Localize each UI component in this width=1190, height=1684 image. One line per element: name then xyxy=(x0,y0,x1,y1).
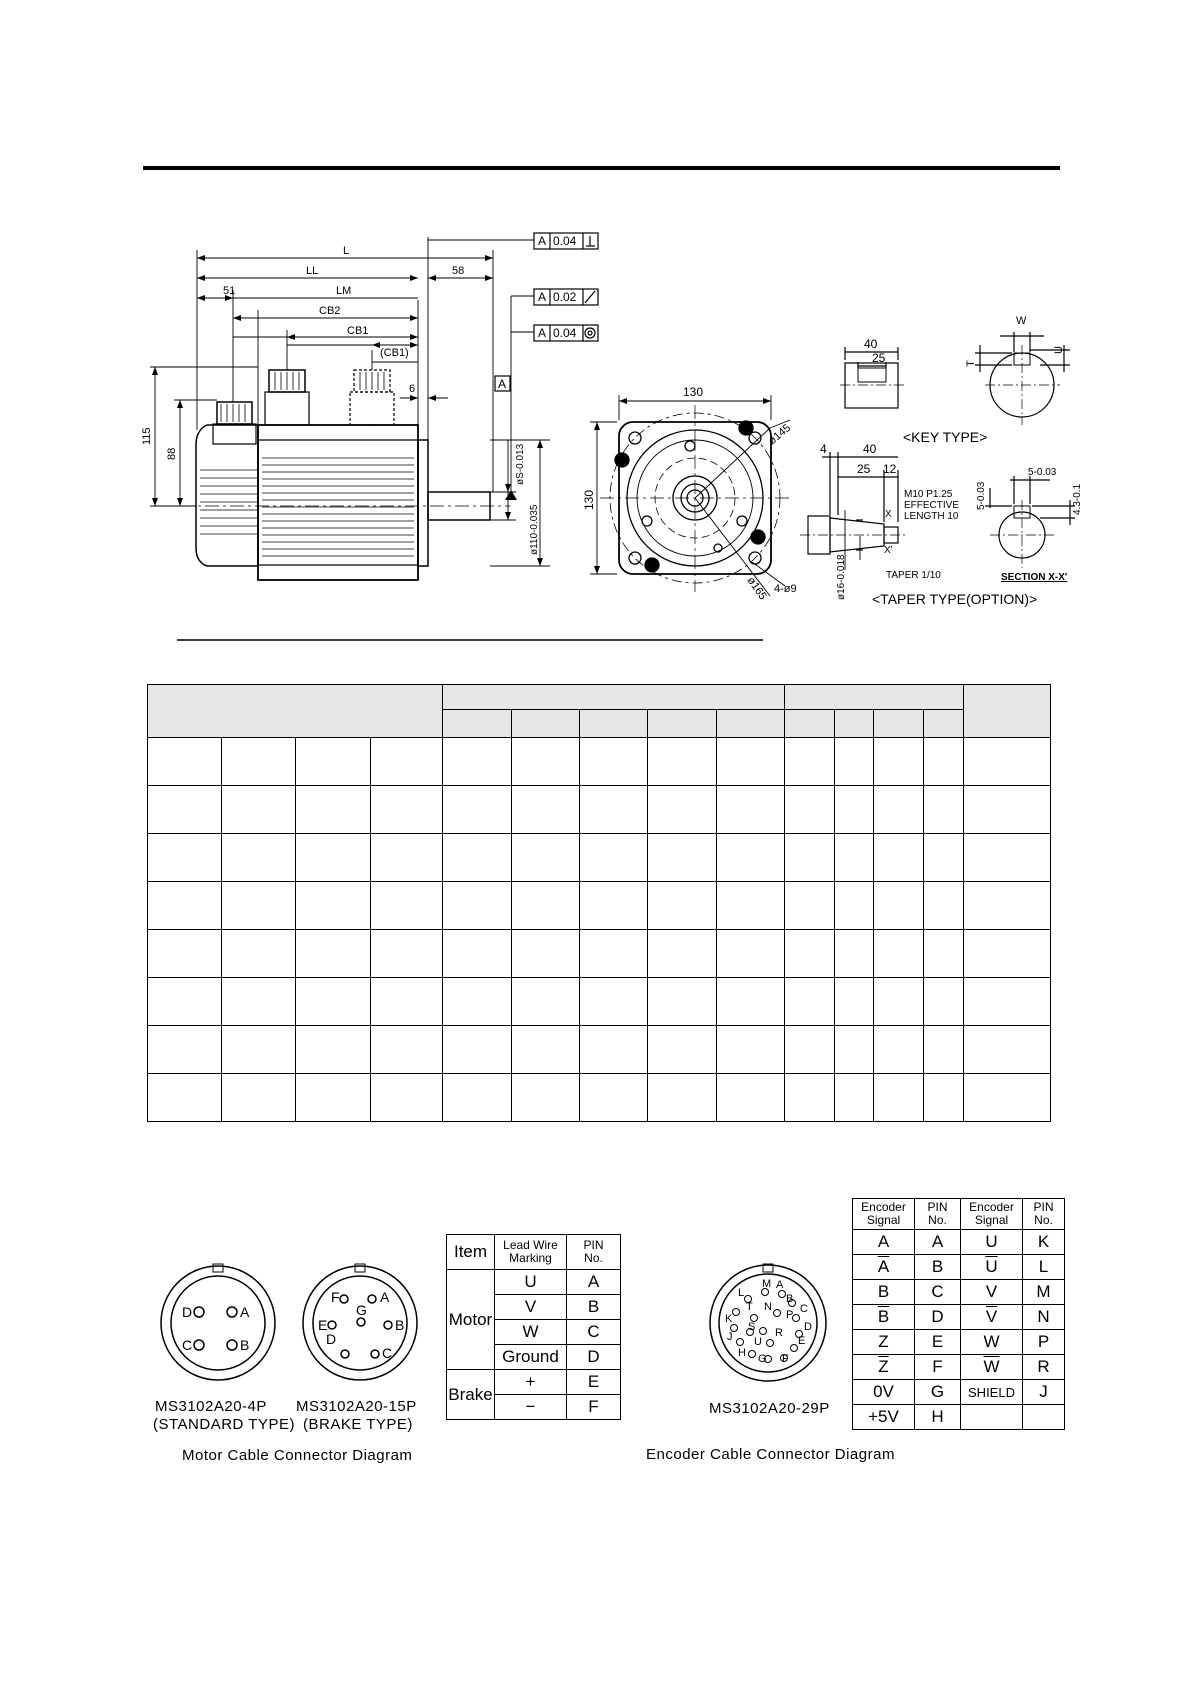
svg-text:L: L xyxy=(738,1287,745,1299)
dim-pcd-165: ø165 xyxy=(744,574,769,603)
table-cell xyxy=(717,1026,785,1074)
table-cell xyxy=(222,930,296,978)
table-cell xyxy=(835,786,874,834)
table-cell xyxy=(512,786,580,834)
dim-CB1-ref: (CB1) xyxy=(380,347,409,359)
table-cell xyxy=(296,786,371,834)
table-row xyxy=(853,1380,1065,1405)
header-pin-no-2: PIN No. xyxy=(1023,1199,1065,1230)
pin-P: P xyxy=(1023,1330,1065,1355)
table-cell xyxy=(371,834,443,882)
lead-plus: + xyxy=(495,1370,567,1395)
table-row xyxy=(148,786,1051,834)
brake-connector-type: (BRAKE TYPE) xyxy=(303,1416,413,1433)
encoder-connector-part-number: MS3102A20-29P xyxy=(709,1400,830,1417)
table-cell xyxy=(371,1026,443,1074)
dim-115: 115 xyxy=(141,427,153,445)
table-cell xyxy=(785,1074,835,1122)
std-pin-A: A xyxy=(240,1304,250,1320)
taper-type-title: <TAPER TYPE(OPTION)> xyxy=(872,591,1038,607)
table-cell xyxy=(148,1074,222,1122)
spec-header-group-2 xyxy=(785,685,964,710)
signal-W: W xyxy=(961,1330,1023,1355)
pin-D: D xyxy=(567,1345,621,1370)
std-connector-type: (STANDARD TYPE) xyxy=(153,1416,295,1433)
svg-text:S: S xyxy=(748,1321,756,1333)
table-cell xyxy=(874,834,924,882)
table-cell xyxy=(580,930,648,978)
table-cell xyxy=(580,786,648,834)
table-cell xyxy=(296,1026,371,1074)
table-cell xyxy=(785,786,835,834)
table-cell xyxy=(371,738,443,786)
table-cell xyxy=(296,1074,371,1122)
table-cell xyxy=(222,786,296,834)
section-mark-x-prime: X' xyxy=(884,545,893,556)
table-cell xyxy=(648,930,717,978)
signal-Z-bar: $\overline{Z}$ xyxy=(853,1355,915,1380)
dim-6: 6 xyxy=(409,383,416,395)
svg-text:H: H xyxy=(738,1347,746,1359)
table-cell xyxy=(964,882,1051,930)
table-cell xyxy=(964,978,1051,1026)
table-cell xyxy=(924,786,964,834)
dim-key-W: W xyxy=(1016,315,1027,327)
connector-pin-letters xyxy=(182,1289,404,1361)
table-cell xyxy=(148,1026,222,1074)
table-cell xyxy=(148,882,222,930)
dim-LL: LL xyxy=(306,265,319,277)
brake-pin-A: A xyxy=(380,1289,390,1305)
dim-taper-shaft-16: ø16-0.018 xyxy=(836,554,847,600)
svg-text:F: F xyxy=(782,1353,789,1365)
table-cell xyxy=(443,930,512,978)
svg-text:U: U xyxy=(754,1336,762,1348)
pin-C: C xyxy=(915,1280,961,1305)
table-cell xyxy=(148,738,222,786)
std-connector-part-number: MS3102A20-4P xyxy=(155,1398,267,1415)
key-type-title: <KEY TYPE> xyxy=(903,429,988,445)
lead-V: V xyxy=(495,1295,567,1320)
table-cell xyxy=(717,786,785,834)
table-cell xyxy=(964,786,1051,834)
group-brake: Brake xyxy=(447,1370,495,1420)
taper-thread: M10 P1.25 xyxy=(904,489,953,500)
table-cell xyxy=(222,834,296,882)
table-cell xyxy=(785,1026,835,1074)
table-cell xyxy=(835,1074,874,1122)
dim-taper-12: 12 xyxy=(883,462,897,476)
lead-U: U xyxy=(495,1270,567,1295)
table-cell xyxy=(443,834,512,882)
table-cell xyxy=(924,834,964,882)
table-cell xyxy=(835,930,874,978)
section-x-x-title: SECTION X-X' xyxy=(1001,572,1068,583)
pin-F: F xyxy=(915,1355,961,1380)
pin-J: J xyxy=(1023,1380,1065,1405)
signal-5v: +5V xyxy=(853,1405,915,1430)
signal-0v: 0V xyxy=(853,1380,915,1405)
table-row xyxy=(148,834,1051,882)
table-cell xyxy=(443,882,512,930)
dim-51: 51 xyxy=(223,285,236,297)
signal-U-bar: $\overline{U}$ xyxy=(961,1255,1023,1280)
pin-B: B xyxy=(915,1255,961,1280)
dim-CB1: CB1 xyxy=(347,325,369,337)
table-cell xyxy=(717,834,785,882)
svg-text:D: D xyxy=(804,1321,812,1333)
taper-length: LENGTH 10 xyxy=(904,511,959,522)
dim-key-40: 40 xyxy=(864,337,878,351)
table-cell xyxy=(835,1026,874,1074)
table-cell xyxy=(512,978,580,1026)
signal-V-bar: $\overline{V}$ xyxy=(961,1305,1023,1330)
brake-connector-part-number: MS3102A20-15P xyxy=(296,1398,417,1415)
motor-pin-table xyxy=(446,1234,621,1420)
pin-L: L xyxy=(1023,1255,1065,1280)
header-encoder-signal-1: Encoder Signal xyxy=(853,1199,915,1230)
lead-ground: Ground xyxy=(495,1345,567,1370)
pin-K: K xyxy=(1023,1230,1065,1255)
datum-A: A xyxy=(498,377,507,391)
table-cell xyxy=(874,786,924,834)
table-cell xyxy=(222,882,296,930)
table-cell xyxy=(222,1074,296,1122)
table-cell xyxy=(512,930,580,978)
pin-F: F xyxy=(567,1395,621,1420)
brake-pin-C: C xyxy=(382,1345,393,1361)
table-cell xyxy=(371,786,443,834)
pin-H: H xyxy=(915,1405,961,1430)
table-cell xyxy=(371,882,443,930)
dim-taper-4: 4 xyxy=(820,442,827,456)
table-cell xyxy=(924,1026,964,1074)
dim-L: L xyxy=(343,245,350,257)
svg-text:A: A xyxy=(776,1279,784,1291)
table-cell xyxy=(717,978,785,1026)
table-cell xyxy=(443,738,512,786)
svg-text:N: N xyxy=(764,1301,772,1313)
dim-section-4-3: 4.3-0.1 xyxy=(1072,483,1083,515)
taper-ratio: TAPER 1/10 xyxy=(886,570,941,581)
encoder-connector-caption: Encoder Cable Connector Diagram xyxy=(646,1446,895,1463)
table-row xyxy=(447,1370,621,1395)
table-cell xyxy=(874,930,924,978)
table-cell xyxy=(371,978,443,1026)
table-cell xyxy=(648,786,717,834)
signal-empty xyxy=(961,1405,1023,1430)
lead-W: W xyxy=(495,1320,567,1345)
dim-taper-25: 25 xyxy=(857,462,871,476)
spec-table-body xyxy=(148,738,1051,1122)
dim-CB2: CB2 xyxy=(319,305,341,317)
pin-C: C xyxy=(567,1320,621,1345)
table-cell xyxy=(580,738,648,786)
table-cell xyxy=(874,882,924,930)
std-pin-C: C xyxy=(182,1337,193,1353)
table-cell xyxy=(512,738,580,786)
table-cell xyxy=(443,1026,512,1074)
table-cell xyxy=(371,930,443,978)
table-cell xyxy=(835,882,874,930)
tolerance-frames xyxy=(495,233,598,391)
table-row xyxy=(853,1355,1065,1380)
table-cell xyxy=(580,1074,648,1122)
brake-pin-G: G xyxy=(356,1302,367,1318)
pin-R: R xyxy=(1023,1355,1065,1380)
dim-key-U: U xyxy=(1053,346,1065,354)
lead-minus: − xyxy=(495,1395,567,1420)
tol-datum-1: A xyxy=(538,234,547,248)
table-cell xyxy=(296,978,371,1026)
table-cell xyxy=(648,978,717,1026)
brake-pin-E: E xyxy=(318,1317,328,1333)
table-cell xyxy=(717,738,785,786)
table-cell xyxy=(512,1026,580,1074)
header-lead-wire: Lead Wire Marking xyxy=(495,1235,567,1270)
table-row xyxy=(148,882,1051,930)
std-pin-D: D xyxy=(182,1304,193,1320)
front-view-labels xyxy=(582,385,797,602)
dim-pcd-145: ø145 xyxy=(766,421,794,448)
key-type-labels xyxy=(864,315,1065,445)
spec-header-last xyxy=(964,685,1051,738)
dim-taper-40: 40 xyxy=(863,442,877,456)
svg-text:J: J xyxy=(727,1331,733,1343)
table-cell xyxy=(964,834,1051,882)
table-cell xyxy=(512,1074,580,1122)
table-cell xyxy=(296,930,371,978)
pin-E: E xyxy=(567,1370,621,1395)
table-row xyxy=(853,1255,1065,1280)
table-cell xyxy=(717,882,785,930)
table-cell xyxy=(874,978,924,1026)
table-cell xyxy=(512,882,580,930)
table-row xyxy=(853,1280,1065,1305)
svg-text:B: B xyxy=(786,1293,794,1305)
header-pin-no: PIN No. xyxy=(567,1235,621,1270)
connector-standard xyxy=(161,1264,275,1380)
signal-Z: Z xyxy=(853,1330,915,1355)
table-row xyxy=(447,1270,621,1295)
table-cell xyxy=(222,1026,296,1074)
signal-U: U xyxy=(961,1230,1023,1255)
table-cell xyxy=(296,738,371,786)
table-cell xyxy=(835,738,874,786)
brake-pin-F: F xyxy=(331,1289,340,1305)
table-cell xyxy=(648,882,717,930)
signal-W-bar: $\overline{W}$ xyxy=(961,1355,1023,1380)
table-cell xyxy=(964,738,1051,786)
table-row xyxy=(853,1405,1065,1430)
table-cell xyxy=(924,738,964,786)
table-cell xyxy=(371,1074,443,1122)
svg-text:T: T xyxy=(746,1301,753,1313)
encoder-pin-table xyxy=(852,1198,1065,1430)
table-cell xyxy=(296,882,371,930)
table-cell xyxy=(148,978,222,1026)
taper-type-labels xyxy=(820,442,1083,607)
table-cell xyxy=(964,930,1051,978)
signal-A-bar: $\overline{A}$ xyxy=(853,1255,915,1280)
dim-key-25: 25 xyxy=(872,351,886,365)
table-cell xyxy=(835,978,874,1026)
table-cell xyxy=(580,1026,648,1074)
table-row xyxy=(853,1330,1065,1355)
spec-table-wrap xyxy=(147,684,1051,1122)
table-cell xyxy=(717,1074,785,1122)
pin-A: A xyxy=(915,1230,961,1255)
table-row xyxy=(148,978,1051,1026)
pin-A: A xyxy=(567,1270,621,1295)
signal-B: B xyxy=(853,1280,915,1305)
pin-E: E xyxy=(915,1330,961,1355)
tol-datum-2: A xyxy=(538,290,547,304)
table-cell xyxy=(835,834,874,882)
dim-key-T: T xyxy=(965,360,977,367)
table-cell xyxy=(874,1026,924,1074)
table-row xyxy=(148,1074,1051,1122)
tol-perpendicularity: 0.04 xyxy=(553,234,577,248)
table-row xyxy=(853,1230,1065,1255)
table-cell xyxy=(148,786,222,834)
table-cell xyxy=(924,930,964,978)
table-cell xyxy=(443,786,512,834)
motor-pin-table-wrap xyxy=(446,1234,621,1420)
table-cell xyxy=(648,1026,717,1074)
tol-runout: 0.02 xyxy=(553,290,577,304)
tol-concentricity: 0.04 xyxy=(553,326,577,340)
dim-LM: LM xyxy=(336,285,352,297)
table-cell xyxy=(964,1074,1051,1122)
table-cell xyxy=(717,930,785,978)
pin-M: M xyxy=(1023,1280,1065,1305)
table-cell xyxy=(924,882,964,930)
dim-section-5-w: 5-0.03 xyxy=(1028,467,1057,478)
taper-effective: EFFECTIVE xyxy=(904,500,960,511)
tol-datum-3: A xyxy=(538,326,547,340)
table-cell xyxy=(580,834,648,882)
table-cell xyxy=(785,930,835,978)
header-item: Item xyxy=(447,1235,495,1270)
signal-V: V xyxy=(961,1280,1023,1305)
dim-88: 88 xyxy=(166,447,178,460)
table-cell xyxy=(648,738,717,786)
svg-text:P: P xyxy=(786,1309,794,1321)
motor-connector-caption: Motor Cable Connector Diagram xyxy=(182,1447,413,1464)
table-cell xyxy=(148,834,222,882)
table-cell xyxy=(785,882,835,930)
table-cell xyxy=(580,882,648,930)
std-pin-B: B xyxy=(240,1337,250,1353)
table-cell xyxy=(443,978,512,1026)
spec-header-row-1 xyxy=(148,685,1051,710)
table-cell xyxy=(443,1074,512,1122)
pin-D: D xyxy=(915,1305,961,1330)
svg-text:C: C xyxy=(800,1303,808,1315)
table-cell xyxy=(874,1074,924,1122)
table-cell xyxy=(648,1074,717,1122)
table-cell xyxy=(148,930,222,978)
dim-front-130-h: 130 xyxy=(582,489,596,510)
encoder-pin-table-wrap xyxy=(852,1198,1065,1430)
table-cell xyxy=(222,738,296,786)
dim-spigot-110: ø110-0.035 xyxy=(529,504,540,555)
table-cell xyxy=(785,834,835,882)
table-row xyxy=(148,1026,1051,1074)
table-cell xyxy=(785,978,835,1026)
dim-section-5-h: 5-0.03 xyxy=(976,481,987,510)
table-cell xyxy=(296,834,371,882)
header-pin-no-1: PIN No. xyxy=(915,1199,961,1230)
dim-58: 58 xyxy=(452,265,465,277)
table-cell xyxy=(648,834,717,882)
table-cell xyxy=(924,1074,964,1122)
svg-text:G: G xyxy=(758,1353,767,1365)
motor-pin-header xyxy=(447,1235,621,1270)
spec-header-group-1 xyxy=(443,685,785,710)
spec-header-model xyxy=(148,685,443,738)
svg-text:K: K xyxy=(725,1313,733,1325)
table-cell xyxy=(785,738,835,786)
group-motor: Motor xyxy=(447,1270,495,1370)
table-row xyxy=(148,738,1051,786)
table-cell xyxy=(924,978,964,1026)
pin-empty xyxy=(1023,1405,1065,1430)
pin-G: G xyxy=(915,1380,961,1405)
svg-text:E: E xyxy=(798,1335,806,1347)
signal-shield: SHIELD xyxy=(961,1380,1023,1405)
brake-pin-D: D xyxy=(326,1331,337,1347)
signal-A: A xyxy=(853,1230,915,1255)
section-mark-x: X xyxy=(885,509,892,520)
header-encoder-signal-2: Encoder Signal xyxy=(961,1199,1023,1230)
svg-text:R: R xyxy=(775,1327,783,1339)
table-row xyxy=(853,1305,1065,1330)
table-cell xyxy=(874,738,924,786)
dim-holes-4-9: 4-ø9 xyxy=(774,583,797,595)
side-view xyxy=(180,370,510,580)
pin-N: N xyxy=(1023,1305,1065,1330)
dim-front-130-w: 130 xyxy=(683,385,704,399)
signal-B-bar: $\overline{B}$ xyxy=(853,1305,915,1330)
brake-pin-B: B xyxy=(395,1317,405,1333)
dim-shaft-s: øS-0.013 xyxy=(515,443,526,485)
encoder-pin-header xyxy=(853,1199,1065,1230)
table-cell xyxy=(580,978,648,1026)
table-cell xyxy=(222,978,296,1026)
pin-B: B xyxy=(567,1295,621,1320)
table-cell xyxy=(512,834,580,882)
svg-text:M: M xyxy=(762,1278,772,1290)
table-row xyxy=(148,930,1051,978)
spec-table xyxy=(147,684,1051,1122)
table-cell xyxy=(964,1026,1051,1074)
